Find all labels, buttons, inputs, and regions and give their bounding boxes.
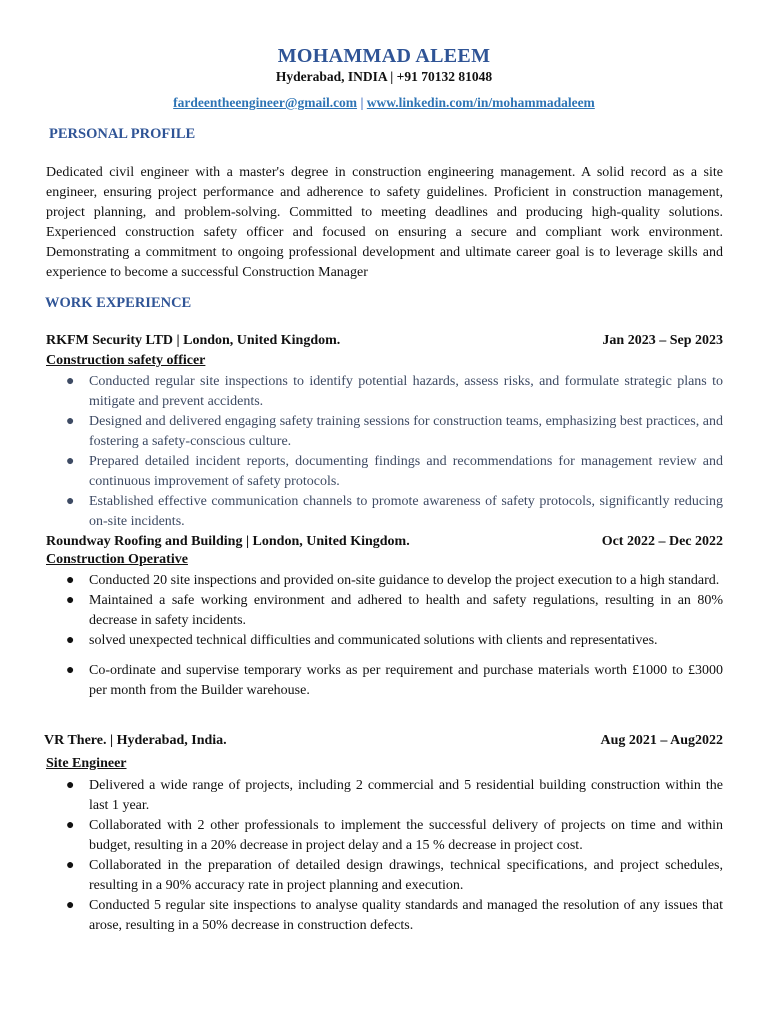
job-role: Construction Operative [46,552,188,567]
list-item: ● solved unexpected technical difficulties and communicated solutions with clients and representatives. [46,631,723,651]
job-company: Roundway Roofing and Building | London, United Kingdom. [46,534,410,549]
list-item: ● Conducted 5 regular site inspections to analyse quality standards and managed the resolution of any issues that arose, resulting in a 50% decrease in construction defects. [66,898,723,933]
section-title-experience: WORK EXPERIENCE [45,295,192,311]
bullet-icon: ● [66,454,75,469]
contact-line: Hyderabad, INDIA | +91 70132 81048 [275,69,493,84]
bullet-icon: ● [66,374,75,389]
linkedin-link[interactable]: www.linkedin.com/in/mohammadaleem [366,95,595,110]
bullet-icon: ● [66,663,75,678]
bullet-icon: ● [66,593,75,608]
bullet-icon: ● [66,898,75,913]
profile-text: Dedicated civil engineer with a master's degree in construction engineering management. A solid record as a site engineer, ensuring project performance and adherence to safety guidelines. Proficient in construction management, project planning, and problem-solving. Committed to meeting deadlines and producing high-quality solutions. Experienced construction safety officer and focused on ensuring a secure and compliant work environment. Demonstrating a commitment to ongoing professional development and ultimate career goal is to leverage skills and experience to become a successful Construction Manager [46,165,723,280]
list-item: ● Collaborated in the preparation of detailed design drawings, technical specifications, and project schedules, resulting in a 90% accuracy rate in project planning and execution. [66,858,723,893]
job-header [46,333,723,349]
job-bullet-list [46,776,723,936]
bullet-icon: ● [66,633,75,648]
list-item: ● Delivered a wide range of projects, including 2 commercial and 5 residential building construction within the last 1 year. [66,778,723,813]
list-item: ● Prepared detailed incident reports, documenting findings and recommendations for management review and continuous improvement of safety protocols. [66,454,723,489]
job-company: VR There. | Hyderabad, India. [44,733,227,748]
job-role: Site Engineer [46,756,127,771]
job-dates: Oct 2022 – Dec 2022 [601,534,723,549]
bullet-icon: ● [66,778,75,793]
job-company: RKFM Security LTD | London, United Kingdom. [46,333,341,348]
links-line [0,95,768,111]
job-header [44,733,723,749]
job-role: Construction safety officer [46,353,206,368]
list-item: ● Collaborated with 2 other professionals to implement the successful delivery of projects on time and within budget, resulting in a 20% decrease in project delay and a 15 % decrease in project cost. [66,818,723,853]
bullet-icon: ● [66,494,75,509]
list-item: ● Designed and delivered engaging safety training sessions for construction teams, emphasizing best practices, and fostering a safety-conscious culture. [66,414,723,449]
candidate-name: MOHAMMAD ALEEM [277,45,491,67]
list-item: ● Conducted regular site inspections to identify potential hazards, assess risks, and formulate strategic plans to mitigate and prevent accidents. [66,374,723,409]
bullet-icon: ● [66,818,75,833]
section-title-profile: PERSONAL PROFILE [49,126,196,142]
job-dates: Jan 2023 – Sep 2023 [602,333,723,348]
job-header [46,534,723,550]
job-bullet-list [46,372,723,532]
list-item: ● Established effective communication channels to promote awareness of safety protocols, significantly reducing on-site incidents. [66,494,723,529]
email-link[interactable]: fardeentheengineer@gmail.com [173,95,358,110]
bullet-icon: ● [66,414,75,429]
job-bullet-list [46,571,723,701]
job-dates: Aug 2021 – Aug2022 [600,733,723,748]
list-item: ● Co-ordinate and supervise temporary works as per requirement and purchase materials worth £1000 to £3000 per month from the Builder warehouse. [66,663,723,698]
list-item: ● Maintained a safe working environment and adhered to health and safety regulations, resulting in an 80% decrease in safety incidents. [66,593,723,628]
list-item: ● Conducted 20 site inspections and provided on-site guidance to develop the project execution to a high standard. [46,571,723,591]
bullet-icon: ● [66,858,75,873]
link-separator: | [357,95,367,110]
bullet-icon: ● [66,573,75,588]
